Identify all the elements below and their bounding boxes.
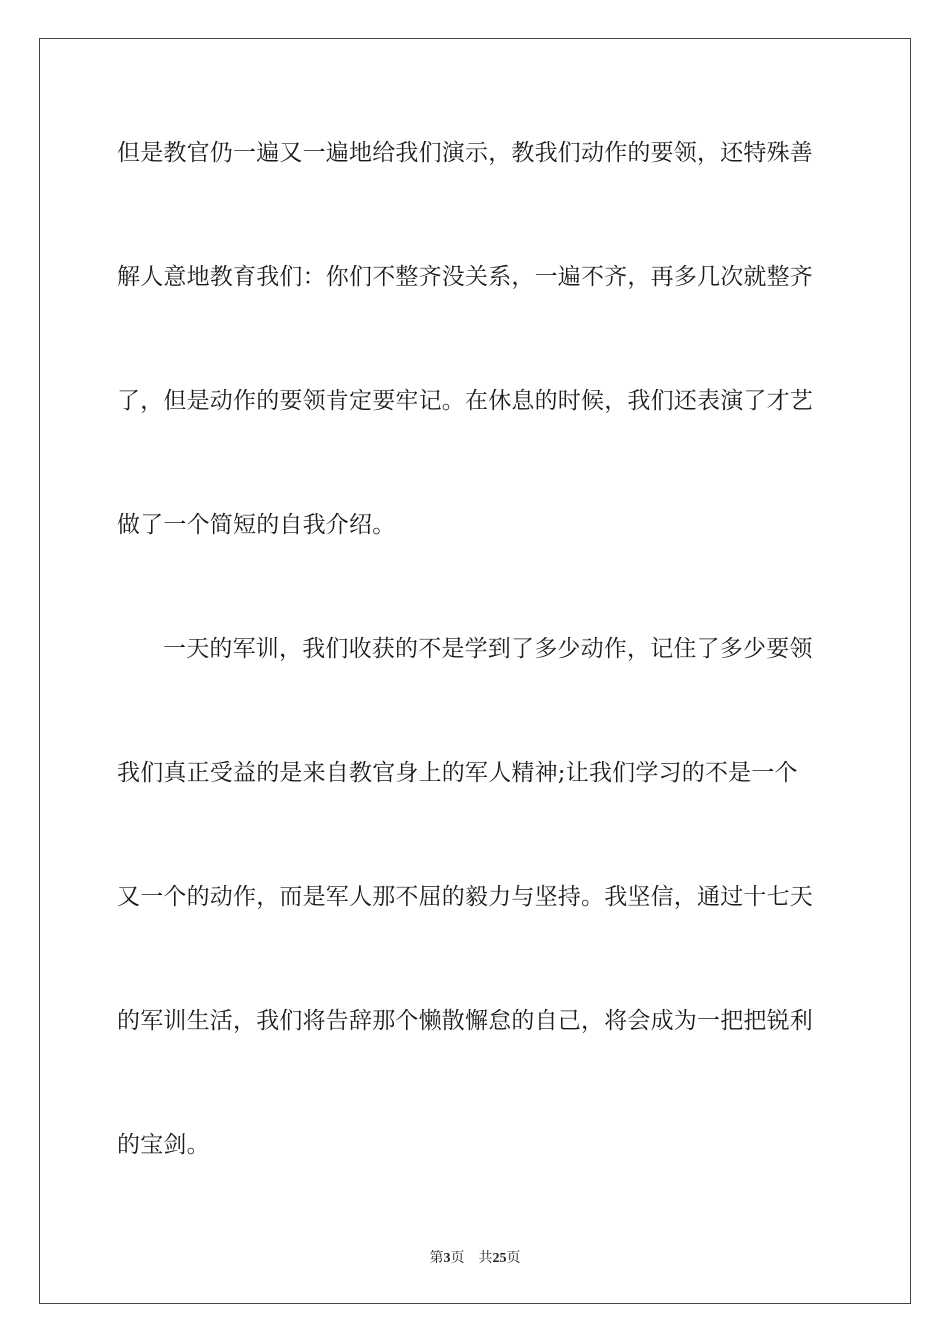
page-label-prefix: 第 xyxy=(429,1250,444,1266)
page-border xyxy=(39,38,911,1304)
body-text-line: 解人意地教育我们：你们不整齐没关系，一遍不齐，再多几次就整齐 xyxy=(117,264,813,290)
total-label-prefix: 共 xyxy=(478,1250,493,1266)
body-text-line: 做了一个简短的自我介绍。 xyxy=(117,512,396,538)
paragraph-first-line: 一天的军训，我们收获的不是学到了多少动作，记住了多少要领 xyxy=(163,636,813,662)
page-label-suffix: 页 xyxy=(450,1250,465,1266)
body-text-line: 的宝剑。 xyxy=(117,1132,210,1158)
total-pages: 25 xyxy=(492,1251,507,1266)
total-label-suffix: 页 xyxy=(506,1250,521,1266)
page-number: 3 xyxy=(443,1251,451,1266)
body-text-line: 又一个的动作，而是军人那不屈的毅力与坚持。我坚信，通过十七天 xyxy=(117,884,813,910)
body-text-line: 了，但是动作的要领肯定要牢记。在休息的时候，我们还表演了才艺 xyxy=(117,388,813,414)
body-text-line: 的军训生活，我们将告辞那个懒散懈怠的自己，将会成为一把把锐利 xyxy=(117,1008,813,1034)
body-text-line: 我们真正受益的是来自教官身上的军人精神;让我们学习的不是一个 xyxy=(117,760,798,786)
body-text-line: 但是教官仍一遍又一遍地给我们演示，教我们动作的要领，还特殊善 xyxy=(117,140,813,166)
page-footer xyxy=(0,1247,950,1267)
